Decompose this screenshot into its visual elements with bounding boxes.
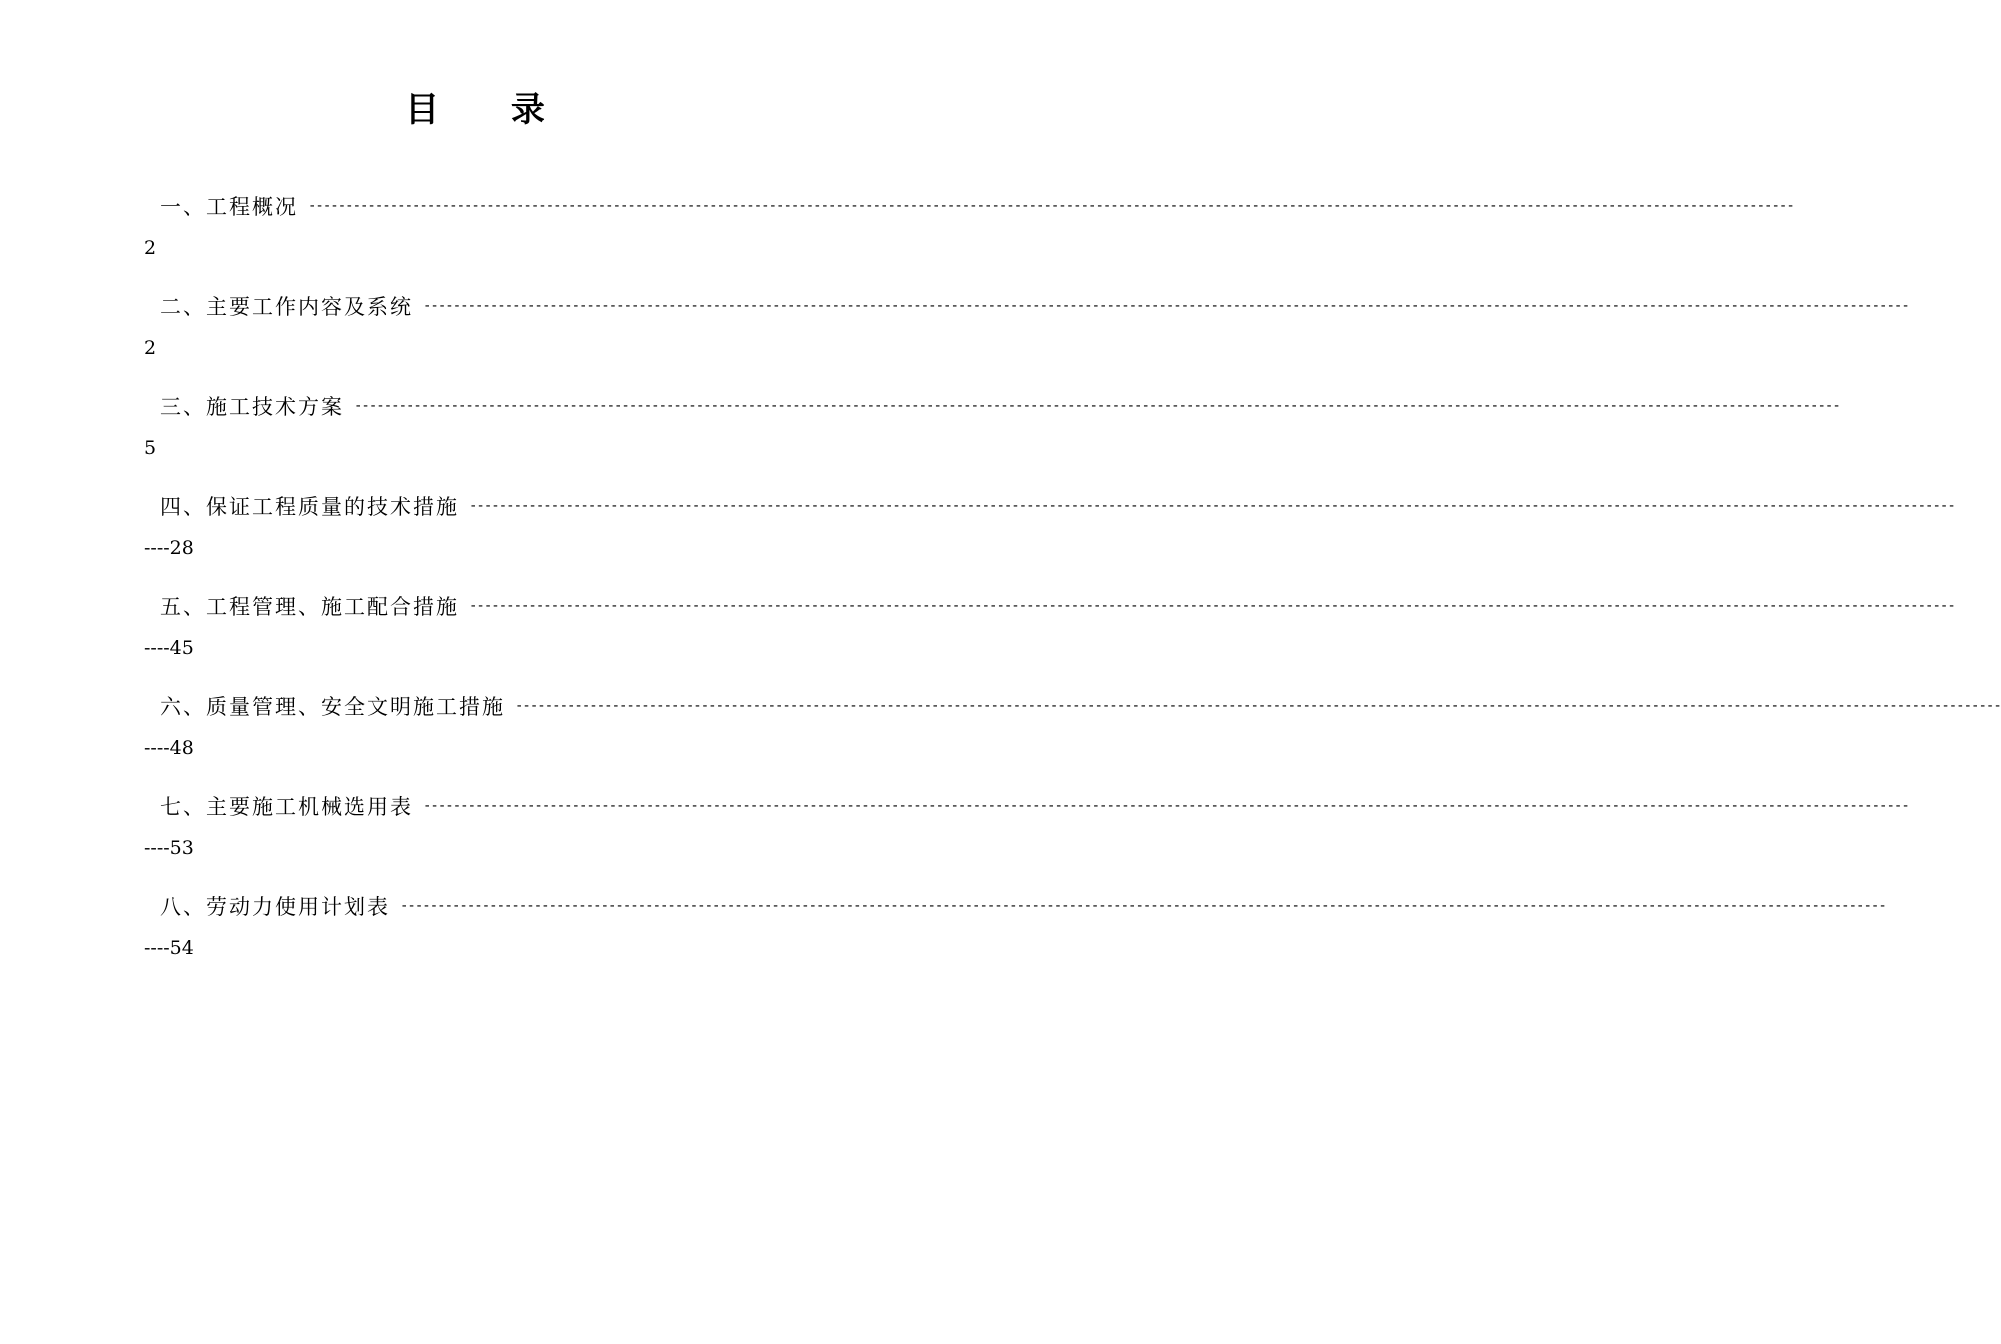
toc-dot-leader: --------------------------------------------------------------------------------------------------------------------------------------------------------------------------------------------------------	[515, 698, 2001, 714]
toc-dot-leader: --------------------------------------------------------------------------------------------------------------------------------------------------------------------------------------------------------	[308, 198, 1794, 214]
toc-dot-leader: --------------------------------------------------------------------------------------------------------------------------------------------------------------------------------------------------------	[423, 798, 1909, 814]
toc-page-number: ----54	[144, 937, 194, 959]
toc-entry-text: 三、施工技术方案	[160, 395, 344, 419]
toc-page-number: 2	[144, 237, 157, 259]
toc-page-number: ----28	[144, 537, 194, 559]
toc-entry	[0, 183, 1794, 283]
toc-dot-leader: --------------------------------------------------------------------------------------------------------------------------------------------------------------------------------------------------------	[400, 898, 1886, 914]
toc-dot-leader: --------------------------------------------------------------------------------------------------------------------------------------------------------------------------------------------------------	[469, 498, 1955, 514]
toc-page-number: ----45	[144, 637, 194, 659]
toc-entry	[0, 483, 1955, 583]
toc-line	[160, 783, 1909, 829]
toc-entry-text: 六、质量管理、安全文明施工措施	[160, 695, 505, 719]
toc-entry-text: 四、保证工程质量的技术措施	[160, 495, 459, 519]
toc-entry	[0, 383, 1840, 483]
toc-entry-text: 一、工程概况	[160, 195, 298, 219]
toc-line	[160, 483, 1955, 529]
toc-line	[160, 883, 1886, 929]
toc-title: 目 录	[405, 90, 575, 130]
toc-entry	[0, 883, 1886, 983]
toc-entry	[0, 683, 2001, 783]
toc-entry-text: 五、工程管理、施工配合措施	[160, 595, 459, 619]
toc-page-number: ----53	[144, 837, 194, 859]
toc-entry-text: 七、主要施工机械选用表	[160, 795, 413, 819]
toc-line	[160, 183, 1794, 229]
toc-dot-leader: --------------------------------------------------------------------------------------------------------------------------------------------------------------------------------------------------------	[354, 398, 1840, 414]
toc-entry-text: 八、劳动力使用计划表	[160, 895, 390, 919]
toc-entry	[0, 583, 1955, 683]
toc-line	[160, 583, 1955, 629]
toc-dot-leader: --------------------------------------------------------------------------------------------------------------------------------------------------------------------------------------------------------	[423, 298, 1909, 314]
toc-entry-text: 二、主要工作内容及系统	[160, 295, 413, 319]
toc-page-number: ----48	[144, 737, 194, 759]
toc-page-number: 2	[144, 337, 157, 359]
toc-entry	[0, 283, 1909, 383]
toc-page-number: 5	[144, 437, 157, 459]
toc-dot-leader: --------------------------------------------------------------------------------------------------------------------------------------------------------------------------------------------------------	[469, 598, 1955, 614]
table-of-contents	[0, 183, 2001, 983]
toc-line	[160, 683, 2001, 729]
toc-line	[160, 383, 1840, 429]
toc-entry	[0, 783, 1909, 883]
toc-line	[160, 283, 1909, 329]
